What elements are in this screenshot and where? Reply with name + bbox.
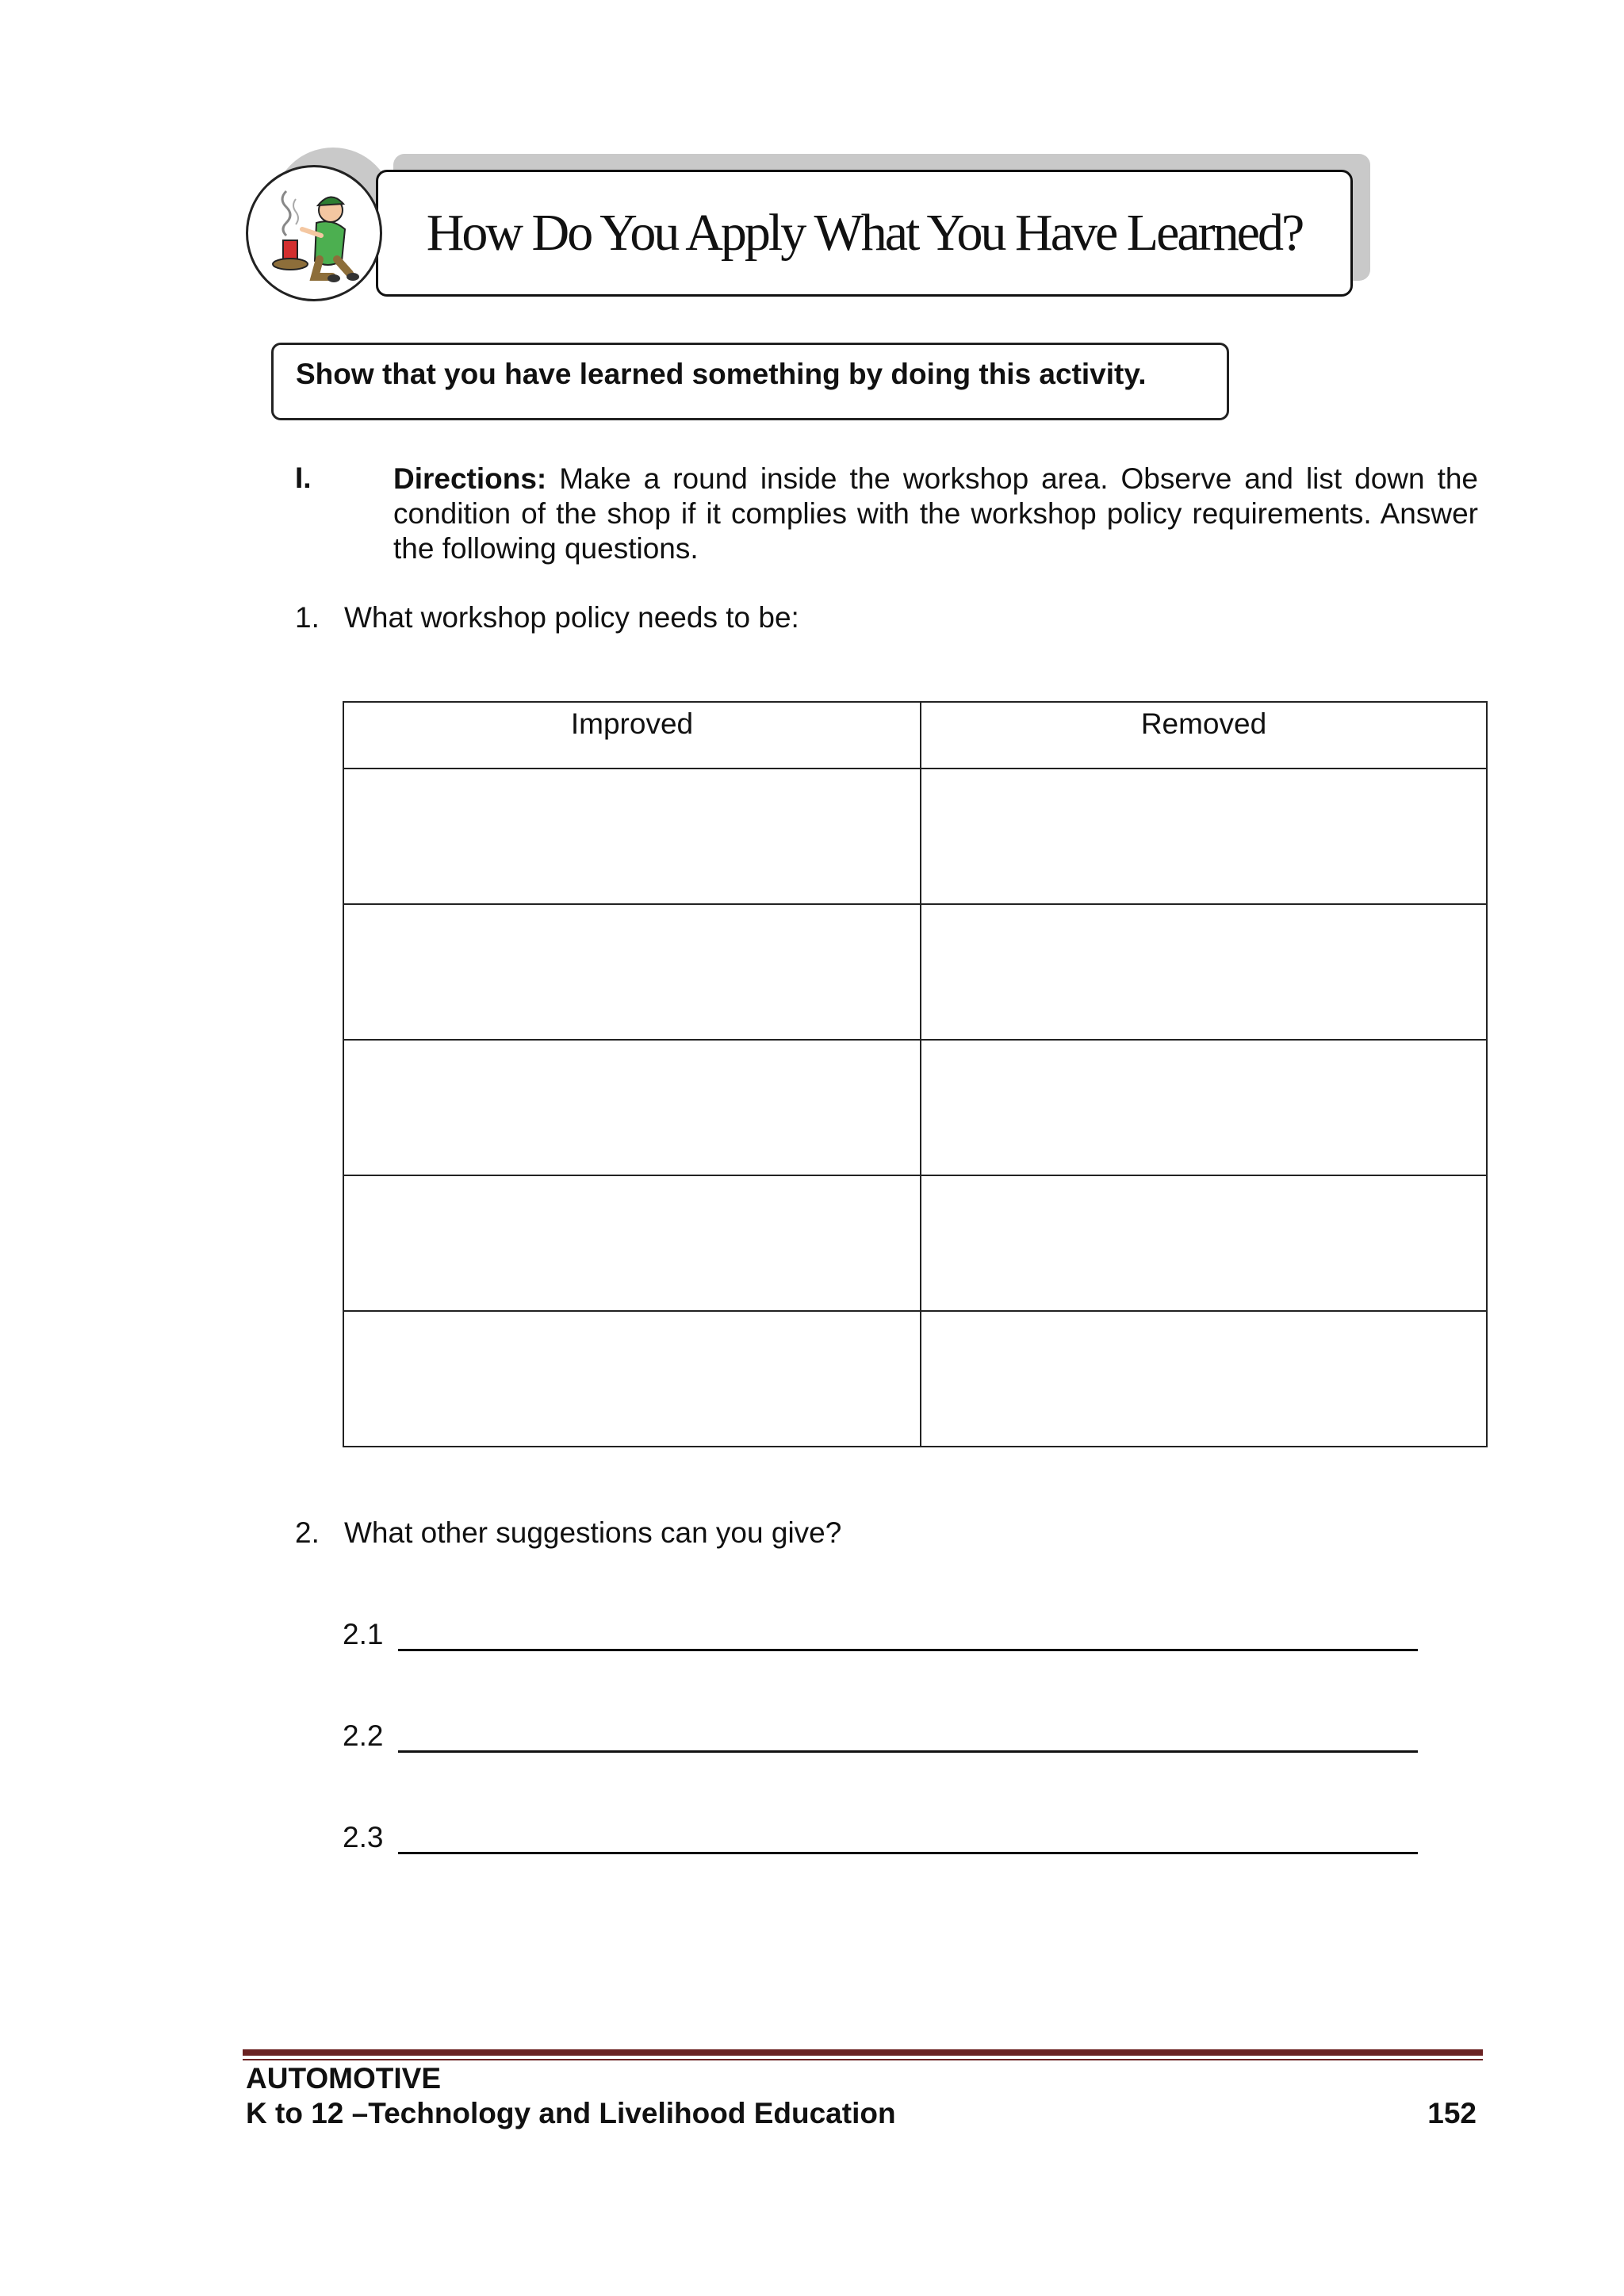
question-text: What other suggestions can you give? [344, 1516, 842, 1549]
removed-cell[interactable] [921, 1175, 1487, 1311]
table-row [343, 769, 1487, 904]
question-text: What workshop policy needs to be: [344, 601, 799, 634]
question-number: 1. [295, 601, 320, 634]
table-row [343, 904, 1487, 1040]
suggestion-line-2-2 [343, 1719, 1418, 1753]
suggestion-answer-field[interactable] [398, 1727, 1418, 1753]
improved-cell[interactable] [343, 769, 921, 904]
directions-text: Make a round inside the workshop area. Observe and list down the condition of the shop if it complies with the workshop policy requirements. Answer the following questions. [393, 462, 1479, 565]
footer-course: K to 12 –Technology and Livelihood Education [246, 2097, 896, 2129]
table-row [343, 1311, 1487, 1447]
improved-cell[interactable] [343, 1175, 921, 1311]
column-header-removed: Removed [921, 702, 1487, 769]
removed-cell[interactable] [921, 1311, 1487, 1447]
directions-number: I. [295, 462, 312, 494]
footer-divider-thin [243, 2059, 1483, 2060]
question-number: 2. [295, 1516, 320, 1549]
directions-label: Directions: [393, 462, 547, 495]
policy-table [343, 701, 1488, 1447]
footer-divider [243, 2049, 1483, 2056]
page-title: How Do You Apply What You Have Learned? [426, 204, 1303, 262]
suggestion-line-2-1 [343, 1618, 1418, 1651]
footer-subject: AUTOMOTIVE [246, 2062, 441, 2095]
removed-cell[interactable] [921, 1040, 1487, 1175]
improved-cell[interactable] [343, 1040, 921, 1175]
removed-cell[interactable] [921, 904, 1487, 1040]
question-1 [295, 601, 799, 634]
student-reading-icon [246, 165, 382, 301]
page-number: 152 [1427, 2097, 1477, 2129]
suggestion-answer-field[interactable] [398, 1625, 1418, 1651]
removed-cell[interactable] [921, 769, 1487, 904]
directions-paragraph [393, 462, 1478, 566]
instruction-text: Show that you have learned something by doing this activity. [296, 358, 1147, 390]
table-header-row [343, 702, 1487, 769]
table-row [343, 1040, 1487, 1175]
instruction-box [271, 343, 1229, 420]
table-row [343, 1175, 1487, 1311]
suggestion-answer-field[interactable] [398, 1828, 1418, 1854]
suggestion-line-2-3 [343, 1821, 1418, 1854]
suggestion-label: 2.2 [343, 1719, 384, 1752]
title-box [376, 170, 1353, 297]
column-header-improved: Improved [343, 702, 921, 769]
improved-cell[interactable] [343, 904, 921, 1040]
suggestion-label: 2.1 [343, 1618, 384, 1650]
suggestion-label: 2.3 [343, 1821, 384, 1853]
question-2 [295, 1516, 841, 1550]
improved-cell[interactable] [343, 1311, 921, 1447]
